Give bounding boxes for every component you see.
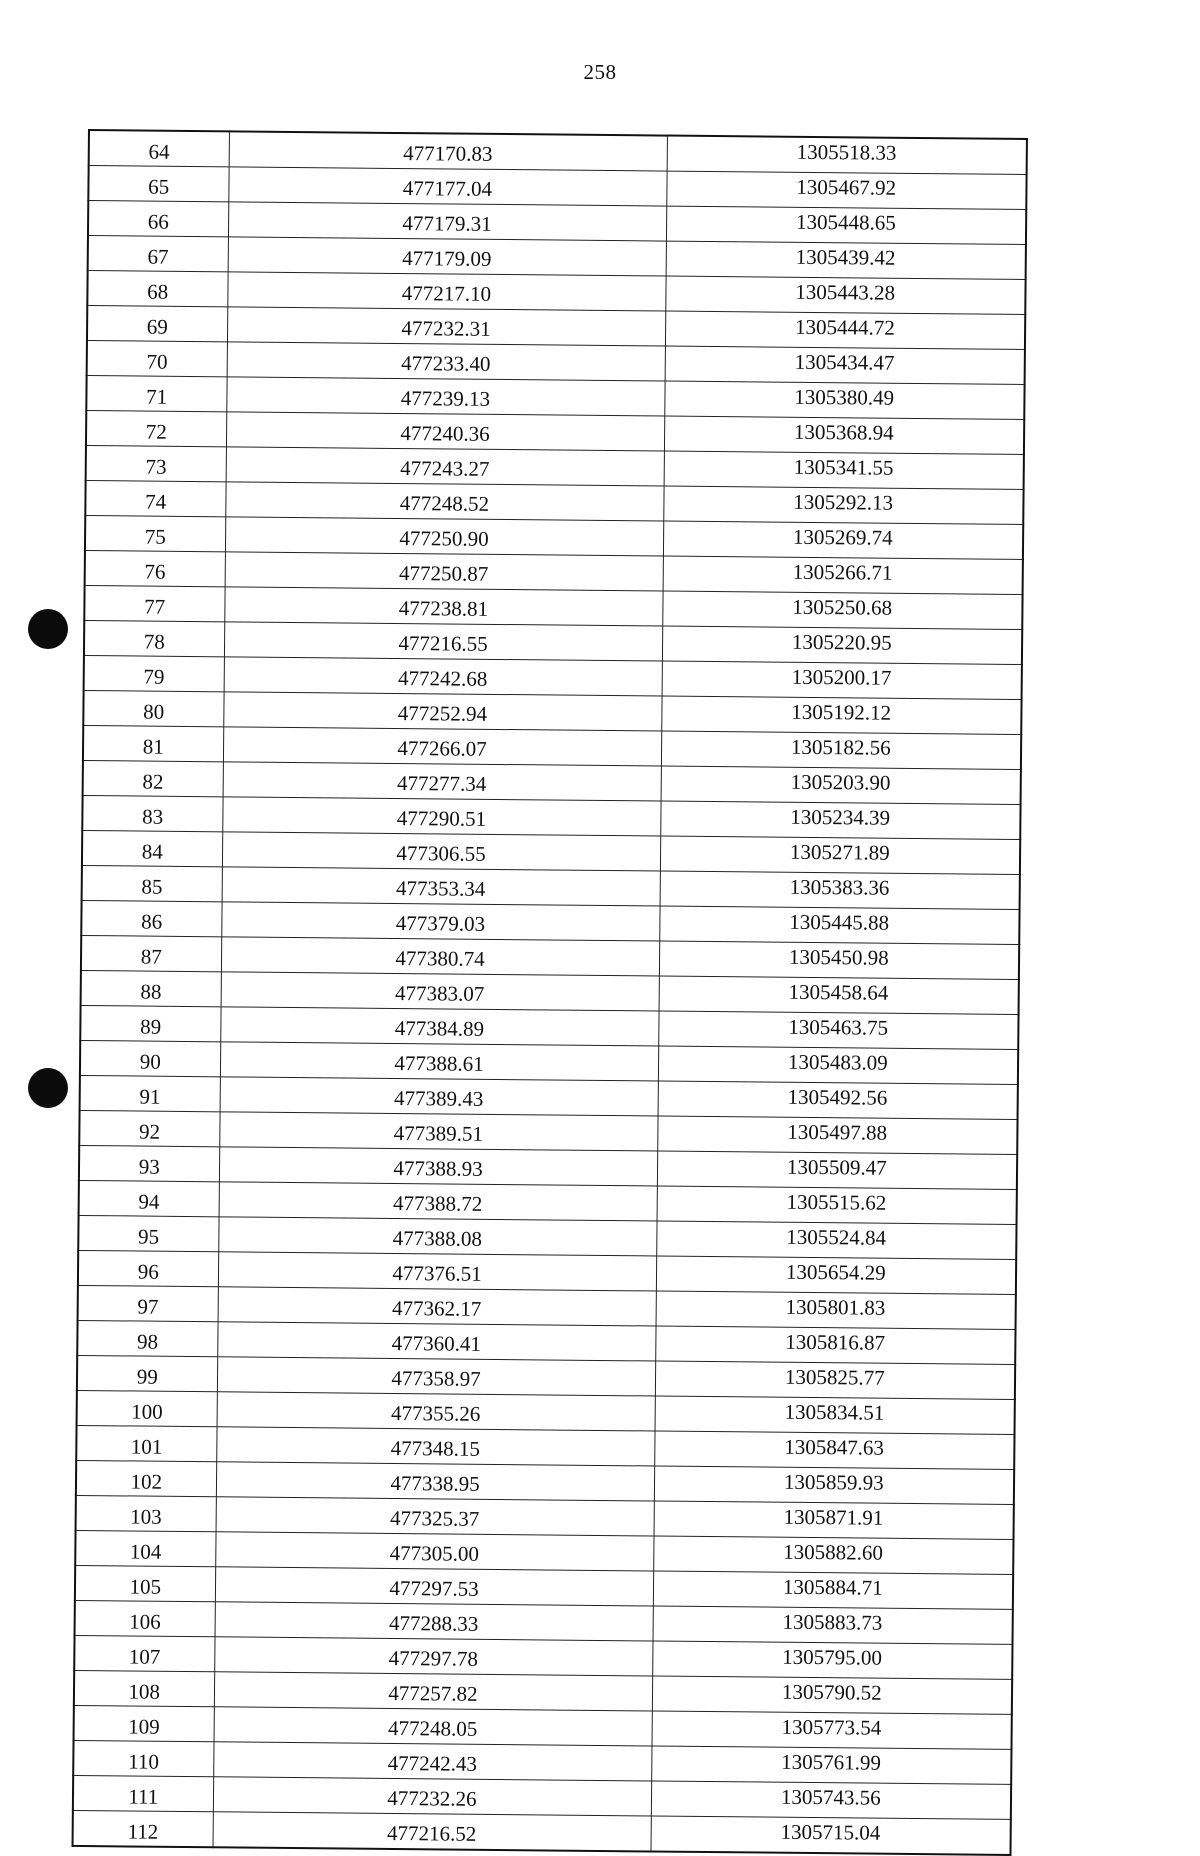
easting-cell: 477389.43 xyxy=(220,1077,658,1116)
point-number-cell: 100 xyxy=(77,1390,217,1426)
point-number-cell: 81 xyxy=(83,725,223,761)
easting-cell: 477239.13 xyxy=(226,377,664,416)
easting-cell: 477388.08 xyxy=(218,1217,656,1256)
easting-cell: 477362.17 xyxy=(218,1287,656,1326)
northing-cell: 1305883.73 xyxy=(653,1606,1013,1644)
northing-cell: 1305871.91 xyxy=(654,1501,1014,1539)
easting-cell: 477358.97 xyxy=(217,1357,655,1396)
easting-cell: 477250.90 xyxy=(225,517,663,556)
point-number-cell: 95 xyxy=(78,1215,218,1251)
northing-cell: 1305773.54 xyxy=(652,1711,1012,1749)
northing-cell: 1305492.56 xyxy=(658,1081,1018,1119)
point-number-cell: 102 xyxy=(76,1460,216,1496)
northing-cell: 1305509.47 xyxy=(657,1151,1017,1189)
point-number-cell: 97 xyxy=(78,1285,218,1321)
northing-cell: 1305203.90 xyxy=(661,766,1021,804)
northing-cell: 1305515.62 xyxy=(657,1186,1017,1224)
easting-cell: 477376.51 xyxy=(218,1252,656,1291)
point-number-cell: 68 xyxy=(87,271,227,307)
easting-cell: 477250.87 xyxy=(225,552,663,591)
northing-cell: 1305439.42 xyxy=(666,241,1026,279)
easting-cell: 477257.82 xyxy=(214,1672,652,1711)
point-number-cell: 101 xyxy=(76,1425,216,1461)
page-number: 258 xyxy=(583,60,617,84)
northing-cell: 1305192.12 xyxy=(661,696,1021,734)
easting-cell: 477170.83 xyxy=(229,131,667,171)
easting-cell: 477353.34 xyxy=(222,867,660,906)
easting-cell: 477216.52 xyxy=(213,1812,651,1852)
easting-cell: 477179.09 xyxy=(228,237,666,276)
easting-cell: 477232.26 xyxy=(213,1777,651,1816)
easting-cell: 477380.74 xyxy=(221,937,659,976)
easting-cell: 477290.51 xyxy=(222,797,660,836)
point-number-cell: 104 xyxy=(75,1530,215,1566)
point-number-cell: 88 xyxy=(81,970,221,1006)
northing-cell: 1305200.17 xyxy=(662,661,1022,699)
northing-cell: 1305292.13 xyxy=(663,486,1023,524)
point-number-cell: 96 xyxy=(78,1250,218,1286)
point-number-cell: 76 xyxy=(85,550,225,586)
point-number-cell: 99 xyxy=(77,1355,217,1391)
binder-hole-bottom xyxy=(28,1068,68,1108)
coordinate-table-container xyxy=(72,129,1026,1856)
easting-cell: 477379.03 xyxy=(221,902,659,941)
easting-cell: 477297.78 xyxy=(214,1637,652,1676)
easting-cell: 477306.55 xyxy=(222,832,660,871)
point-number-cell: 87 xyxy=(81,935,221,971)
easting-cell: 477288.33 xyxy=(215,1602,653,1641)
easting-cell: 477388.93 xyxy=(219,1147,657,1186)
northing-cell: 1305715.04 xyxy=(650,1816,1010,1855)
northing-cell: 1305445.88 xyxy=(659,906,1019,944)
northing-cell: 1305654.29 xyxy=(656,1256,1016,1294)
easting-cell: 477248.52 xyxy=(225,482,663,521)
point-number-cell: 98 xyxy=(77,1320,217,1356)
northing-cell: 1305458.64 xyxy=(659,976,1019,1014)
easting-cell: 477389.51 xyxy=(219,1112,657,1151)
point-number-cell: 109 xyxy=(74,1705,214,1741)
point-number-cell: 89 xyxy=(80,1005,220,1041)
easting-cell: 477383.07 xyxy=(221,972,659,1011)
northing-cell: 1305383.36 xyxy=(660,871,1020,909)
point-number-cell: 83 xyxy=(82,795,222,831)
northing-cell: 1305434.47 xyxy=(665,346,1025,384)
coordinate-table xyxy=(72,129,1028,1856)
northing-cell: 1305368.94 xyxy=(664,416,1024,454)
easting-cell: 477384.89 xyxy=(220,1007,658,1046)
point-number-cell: 90 xyxy=(80,1040,220,1076)
easting-cell: 477297.53 xyxy=(215,1567,653,1606)
northing-cell: 1305269.74 xyxy=(663,521,1023,559)
northing-cell: 1305518.33 xyxy=(667,136,1027,175)
point-number-cell: 82 xyxy=(83,760,223,796)
easting-cell: 477233.40 xyxy=(227,342,665,381)
easting-cell: 477305.00 xyxy=(215,1532,653,1571)
point-number-cell: 85 xyxy=(82,865,222,901)
northing-cell: 1305884.71 xyxy=(653,1571,1013,1609)
coordinate-table-body xyxy=(73,130,1027,1855)
point-number-cell: 72 xyxy=(86,410,226,446)
point-number-cell: 94 xyxy=(79,1180,219,1216)
easting-cell: 477360.41 xyxy=(217,1322,655,1361)
point-number-cell: 103 xyxy=(76,1495,216,1531)
easting-cell: 477242.68 xyxy=(224,657,662,696)
point-number-cell: 110 xyxy=(73,1740,213,1776)
easting-cell: 477243.27 xyxy=(226,447,664,486)
point-number-cell: 77 xyxy=(84,585,224,621)
northing-cell: 1305341.55 xyxy=(664,451,1024,489)
easting-cell: 477232.31 xyxy=(227,307,665,346)
easting-cell: 477216.55 xyxy=(224,622,662,661)
point-number-cell: 86 xyxy=(81,900,221,936)
northing-cell: 1305220.95 xyxy=(662,626,1022,664)
northing-cell: 1305443.28 xyxy=(665,276,1025,314)
northing-cell: 1305825.77 xyxy=(655,1361,1015,1399)
easting-cell: 477217.10 xyxy=(227,272,665,311)
northing-cell: 1305450.98 xyxy=(659,941,1019,979)
point-number-cell: 78 xyxy=(84,620,224,656)
point-number-cell: 75 xyxy=(85,515,225,551)
point-number-cell: 65 xyxy=(88,166,228,202)
easting-cell: 477238.81 xyxy=(224,587,662,626)
point-number-cell: 67 xyxy=(88,236,228,272)
point-number-cell: 105 xyxy=(75,1565,215,1601)
easting-cell: 477179.31 xyxy=(228,202,666,241)
northing-cell: 1305266.71 xyxy=(663,556,1023,594)
easting-cell: 477338.95 xyxy=(216,1462,654,1501)
point-number-cell: 93 xyxy=(79,1145,219,1181)
point-number-cell: 80 xyxy=(83,690,223,726)
northing-cell: 1305795.00 xyxy=(652,1641,1012,1679)
northing-cell: 1305816.87 xyxy=(655,1326,1015,1364)
point-number-cell: 71 xyxy=(86,375,226,411)
easting-cell: 477388.61 xyxy=(220,1042,658,1081)
easting-cell: 477277.34 xyxy=(223,762,661,801)
point-number-cell: 69 xyxy=(87,306,227,342)
easting-cell: 477266.07 xyxy=(223,727,661,766)
northing-cell: 1305743.56 xyxy=(651,1781,1011,1819)
point-number-cell: 112 xyxy=(73,1810,213,1847)
northing-cell: 1305444.72 xyxy=(665,311,1025,349)
northing-cell: 1305271.89 xyxy=(660,836,1020,874)
easting-cell: 477177.04 xyxy=(228,167,666,206)
northing-cell: 1305834.51 xyxy=(655,1396,1015,1434)
point-number-cell: 111 xyxy=(73,1775,213,1811)
point-number-cell: 91 xyxy=(80,1075,220,1111)
binder-hole-top xyxy=(28,609,68,649)
northing-cell: 1305524.84 xyxy=(656,1221,1016,1259)
point-number-cell: 64 xyxy=(89,130,229,167)
northing-cell: 1305467.92 xyxy=(666,171,1026,209)
northing-cell: 1305882.60 xyxy=(653,1536,1013,1574)
northing-cell: 1305380.49 xyxy=(664,381,1024,419)
point-number-cell: 74 xyxy=(85,480,225,516)
northing-cell: 1305801.83 xyxy=(656,1291,1016,1329)
northing-cell: 1305859.93 xyxy=(654,1466,1014,1504)
northing-cell: 1305463.75 xyxy=(658,1011,1018,1049)
point-number-cell: 106 xyxy=(75,1600,215,1636)
point-number-cell: 108 xyxy=(74,1670,214,1706)
easting-cell: 477252.94 xyxy=(223,692,661,731)
northing-cell: 1305497.88 xyxy=(657,1116,1017,1154)
northing-cell: 1305483.09 xyxy=(658,1046,1018,1084)
point-number-cell: 73 xyxy=(86,445,226,481)
easting-cell: 477248.05 xyxy=(214,1707,652,1746)
northing-cell: 1305761.99 xyxy=(651,1746,1011,1784)
point-number-cell: 84 xyxy=(82,830,222,866)
point-number-cell: 107 xyxy=(74,1635,214,1671)
northing-cell: 1305790.52 xyxy=(652,1676,1012,1714)
northing-cell: 1305182.56 xyxy=(661,731,1021,769)
easting-cell: 477325.37 xyxy=(216,1497,654,1536)
northing-cell: 1305448.65 xyxy=(666,206,1026,244)
easting-cell: 477355.26 xyxy=(217,1392,655,1431)
easting-cell: 477240.36 xyxy=(226,412,664,451)
easting-cell: 477242.43 xyxy=(213,1742,651,1781)
northing-cell: 1305250.68 xyxy=(662,591,1022,629)
point-number-cell: 70 xyxy=(87,340,227,376)
easting-cell: 477388.72 xyxy=(219,1182,657,1221)
northing-cell: 1305847.63 xyxy=(654,1431,1014,1469)
easting-cell: 477348.15 xyxy=(216,1427,654,1466)
point-number-cell: 66 xyxy=(88,201,228,237)
table-row xyxy=(73,1810,1011,1855)
point-number-cell: 79 xyxy=(84,655,224,691)
northing-cell: 1305234.39 xyxy=(660,801,1020,839)
point-number-cell: 92 xyxy=(79,1110,219,1146)
